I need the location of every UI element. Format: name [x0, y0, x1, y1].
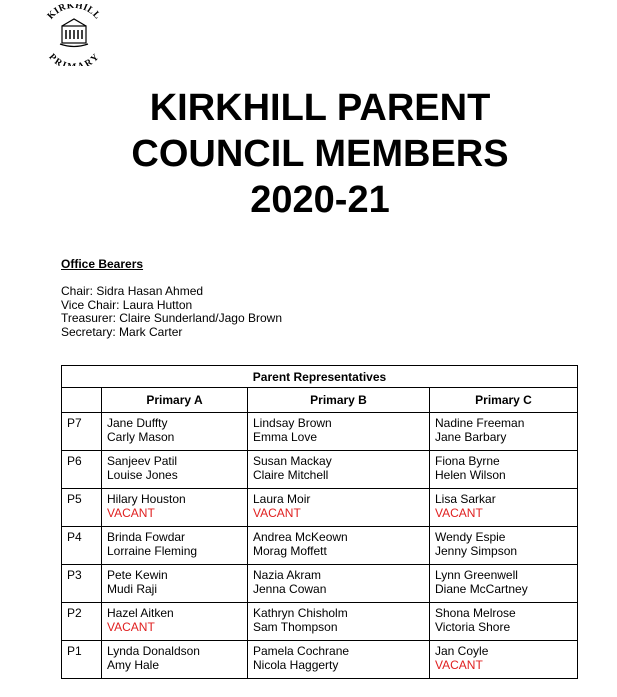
- year-cell: P7: [62, 413, 102, 451]
- primary-b-cell: [248, 641, 430, 679]
- office-bearer-treasurer: Treasurer: Claire Sunderland/Jago Brown: [61, 311, 282, 325]
- member-name: Fiona Byrne: [435, 454, 500, 468]
- column-header-primary-b: Primary B: [248, 388, 430, 413]
- primary-c-cell: [430, 565, 578, 603]
- year-cell: P3: [62, 565, 102, 603]
- member-name: Amy Hale: [107, 658, 160, 672]
- table-body: [62, 413, 578, 679]
- member-name: Sanjeev Patil: [107, 454, 178, 468]
- member-name: Hilary Houston: [107, 492, 186, 506]
- member-name: VACANT: [253, 506, 301, 520]
- member-name: Pamela Cochrane: [253, 644, 350, 658]
- table-row: [62, 603, 578, 641]
- office-bearers-list: [61, 285, 282, 339]
- member-name: Claire Mitchell: [253, 468, 329, 482]
- member-name: Jane Duffty: [107, 416, 168, 430]
- svg-text:PRIMARY: [46, 52, 101, 66]
- table-row: [62, 641, 578, 679]
- year-cell: P5: [62, 489, 102, 527]
- member-name: Jane Barbary: [435, 430, 507, 444]
- member-name: Wendy Espie: [435, 530, 506, 544]
- member-name: Lynn Greenwell: [435, 568, 518, 582]
- year-cell: P1: [62, 641, 102, 679]
- member-name: Andrea McKeown: [253, 530, 348, 544]
- table-caption-row: [62, 366, 578, 388]
- office-bearer-chair: Chair: Sidra Hasan Ahmed: [61, 284, 204, 298]
- member-name: Laura Moir: [253, 492, 311, 506]
- member-name: Brinda Fowdar: [107, 530, 186, 544]
- primary-c-cell: [430, 413, 578, 451]
- member-name: Morag Moffett: [253, 544, 327, 558]
- primary-c-cell: [430, 489, 578, 527]
- member-name: VACANT: [107, 620, 155, 634]
- member-name: Kathryn Chisholm: [253, 606, 348, 620]
- member-name: Jenna Cowan: [253, 582, 327, 596]
- office-bearers-heading: Office Bearers: [61, 257, 144, 271]
- table-row: [62, 451, 578, 489]
- primary-a-cell: [102, 413, 248, 451]
- page-title: [0, 85, 617, 223]
- member-name: Shona Melrose: [435, 606, 516, 620]
- member-name: Lisa Sarkar: [435, 492, 496, 506]
- primary-c-cell: [430, 527, 578, 565]
- table-header-row: [62, 388, 578, 413]
- primary-c-cell: [430, 451, 578, 489]
- table-row: [62, 489, 578, 527]
- primary-a-cell: [102, 603, 248, 641]
- member-name: Lindsay Brown: [253, 416, 332, 430]
- member-name: VACANT: [435, 658, 483, 672]
- member-name: Helen Wilson: [435, 468, 506, 482]
- primary-b-cell: [248, 451, 430, 489]
- column-header-primary-a: Primary A: [102, 388, 248, 413]
- member-name: Susan Mackay: [253, 454, 332, 468]
- table-row: [62, 565, 578, 603]
- member-name: Mudi Raji: [107, 582, 158, 596]
- title-line-2: COUNCIL MEMBERS: [131, 133, 509, 175]
- school-crest-icon: [38, 4, 110, 66]
- primary-a-cell: [102, 527, 248, 565]
- school-logo: [38, 4, 110, 66]
- member-name: Jan Coyle: [435, 644, 489, 658]
- primary-a-cell: [102, 489, 248, 527]
- primary-a-cell: [102, 451, 248, 489]
- member-name: Diane McCartney: [435, 582, 528, 596]
- primary-b-cell: [248, 565, 430, 603]
- year-cell: P6: [62, 451, 102, 489]
- title-line-3: 2020-21: [250, 179, 390, 221]
- primary-c-cell: [430, 641, 578, 679]
- member-name: Nicola Haggerty: [253, 658, 339, 672]
- table-caption: Parent Representatives: [62, 366, 578, 388]
- member-name: Lynda Donaldson: [107, 644, 200, 658]
- member-name: Emma Love: [253, 430, 318, 444]
- primary-a-cell: [102, 565, 248, 603]
- primary-b-cell: [248, 489, 430, 527]
- member-name: Lorraine Fleming: [107, 544, 198, 558]
- member-name: VACANT: [107, 506, 155, 520]
- title-line-1: KIRKHILL PARENT: [149, 87, 491, 129]
- office-bearer-secretary: Secretary: Mark Carter: [61, 324, 183, 339]
- primary-c-cell: [430, 603, 578, 641]
- parent-representatives-table: [61, 365, 578, 679]
- member-name: Carly Mason: [107, 430, 175, 444]
- member-name: VACANT: [435, 506, 483, 520]
- member-name: Hazel Aitken: [107, 606, 174, 620]
- logo-text-top: KIRKHILL: [45, 4, 103, 22]
- primary-b-cell: [248, 413, 430, 451]
- member-name: Nadine Freeman: [435, 416, 525, 430]
- table-row: [62, 527, 578, 565]
- primary-a-cell: [102, 641, 248, 679]
- member-name: Louise Jones: [107, 468, 178, 482]
- office-bearer-vice-chair: Vice Chair: Laura Hutton: [61, 297, 193, 312]
- column-header-primary-c: Primary C: [430, 388, 578, 413]
- member-name: Victoria Shore: [435, 620, 511, 634]
- member-name: Pete Kewin: [107, 568, 168, 582]
- member-name: Jenny Simpson: [435, 544, 518, 558]
- member-name: Nazia Akram: [253, 568, 322, 582]
- primary-b-cell: [248, 603, 430, 641]
- logo-text-bottom: PRI RY: [46, 52, 102, 66]
- primary-b-cell: [248, 527, 430, 565]
- table-row: [62, 413, 578, 451]
- year-cell: P4: [62, 527, 102, 565]
- year-column-header: [62, 388, 102, 413]
- member-name: Sam Thompson: [253, 620, 338, 634]
- year-cell: P2: [62, 603, 102, 641]
